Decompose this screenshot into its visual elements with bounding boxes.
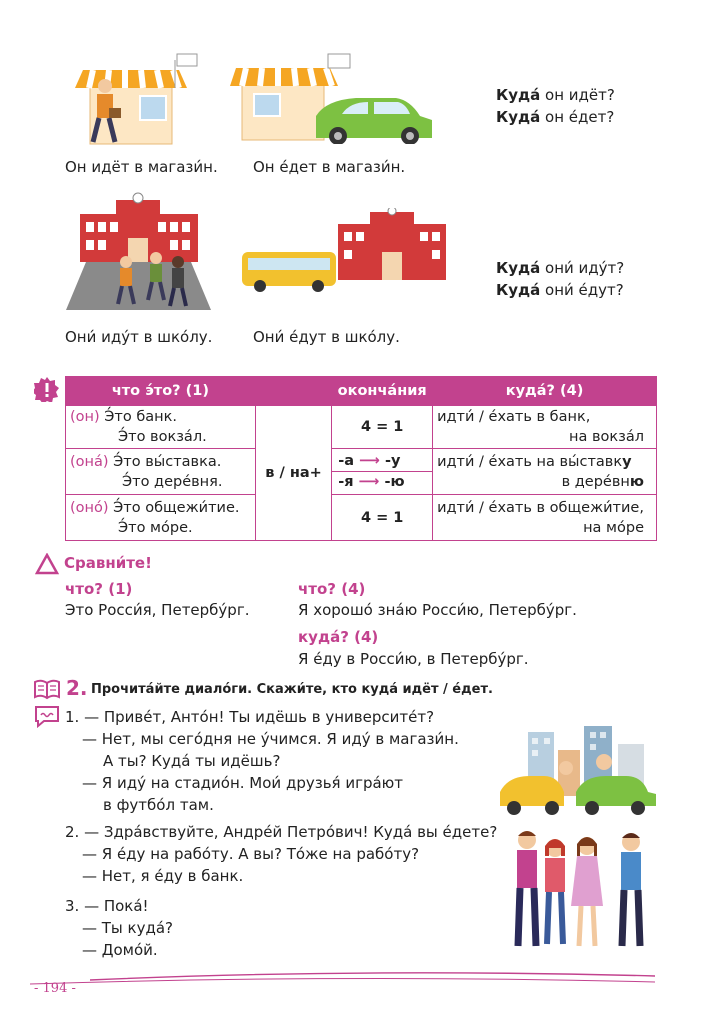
caption-walk-shop: Он идёт в магази́н.: [65, 158, 218, 176]
shop-car-illustration: [230, 48, 438, 144]
question-where-they-walk: Куда́ они́ иду́т?: [496, 259, 625, 277]
grammar-table: [65, 376, 657, 541]
question-where-he-walks: Куда́ он идёт?: [496, 86, 615, 104]
compare-right-text-2: Я е́ду в Росси́ю, в Петербу́рг.: [298, 650, 529, 668]
page-number: - 194 -: [34, 981, 76, 996]
question-where-they-drive: Куда́ они́ е́дут?: [496, 281, 624, 299]
arrow-icon: ⟶: [358, 474, 380, 490]
dialog-3: 3. — Пока́! — Ты куда́? — Домо́й.: [65, 897, 174, 959]
book-icon: [33, 678, 61, 700]
neut-where: идти́ / е́хать в общежи́тие, на мо́ре: [433, 495, 657, 541]
city-cars-illustration: [500, 722, 658, 822]
fem-examples: (она́) Э́то вы́ставка. Э́то дере́вня.: [66, 449, 256, 495]
shop-walking-illustration: [75, 48, 205, 148]
masc-ending: 4 = 1: [332, 406, 433, 449]
masc-where: идти́ / е́хать в банк, на вокза́л: [433, 406, 657, 449]
exercise-number: 2.: [66, 676, 88, 700]
fem-endings: -а ⟶ -у -я ⟶ -ю: [332, 449, 433, 495]
footer-divider: [30, 970, 660, 988]
compare-right-question-1: что? (4): [298, 580, 366, 598]
header-what-is-it: что э́то? (1): [66, 377, 256, 406]
speech-bubble-icon: [33, 704, 61, 728]
arrow-icon: ⟶: [359, 453, 380, 469]
header-endings: оконча́ния: [332, 377, 433, 406]
caption-drive-school: Они́ е́дут в шко́лу.: [253, 328, 400, 346]
header-where-to: куда́? (4): [433, 377, 657, 406]
compare-title: Сравни́те!: [64, 554, 152, 572]
compare-right-text-1: Я хорошо́ зна́ю Росси́ю, Петербу́рг.: [298, 601, 577, 619]
dialog-2: 2. — Здра́вствуйте, Андре́й Петро́вич! Куда́ вы е́дете? — Я е́ду на рабо́ту. А вы? То́же на рабо́ту? — Нет, я е́ду в банк.: [65, 823, 498, 885]
caption-walk-school: Они́ иду́т в шко́лу.: [65, 328, 213, 346]
students-group-illustration: [505, 826, 665, 950]
school-walking-illustration: [66, 192, 211, 312]
masc-examples: (он) Э́то банк. Э́то вокза́л.: [66, 406, 256, 449]
preposition-cell: в / на+: [255, 406, 331, 541]
dialog-1: 1. — Приве́т, Анто́н! Ты идёшь в университе́т? — Нет, мы сего́дня не у́чимся. Я иду́ в магази́н. А ты? Куда́ ты идёшь? — Я иду́ на стадио́н. Мои́ друзья́ игра́ют в футбо́л там.: [65, 708, 459, 814]
question-where-he-drives: Куда́ он е́дет?: [496, 108, 615, 126]
caption-drive-shop: Он е́дет в магази́н.: [253, 158, 406, 176]
compare-left-text: Это Росси́я, Петербу́рг.: [65, 601, 250, 619]
school-bus-illustration: [240, 208, 450, 292]
compare-left-question: что? (1): [65, 580, 133, 598]
fem-where: идти́ / е́хать на вы́ставку в дере́вню: [433, 449, 657, 495]
neut-examples: (оно́) Э́то общежи́тие. Э́то мо́ре.: [66, 495, 256, 541]
neut-ending: 4 = 1: [332, 495, 433, 541]
exercise-instruction: Прочита́йте диало́ги. Скажи́те, кто куда́ идёт / е́дет.: [91, 682, 493, 697]
compare-right-question-2: куда́? (4): [298, 628, 379, 646]
attention-icon: [34, 376, 60, 402]
header-blank: [255, 377, 331, 406]
triangle-icon: [35, 553, 59, 575]
